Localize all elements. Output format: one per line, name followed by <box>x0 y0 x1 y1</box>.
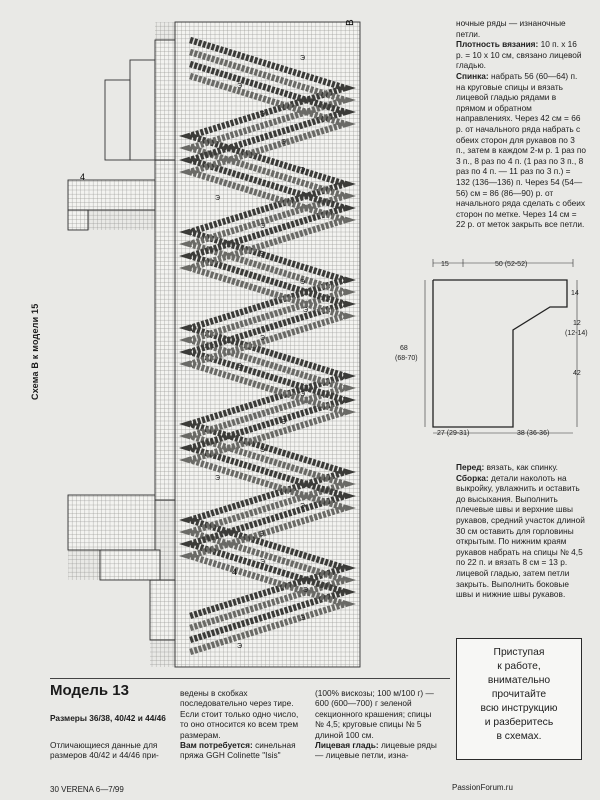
notice-box <box>456 638 582 760</box>
svg-text:Э: Э <box>300 391 306 398</box>
notice-line: внимательно <box>487 675 551 686</box>
pattern-schematic <box>395 255 600 460</box>
notice-line: и разберитесь <box>484 717 554 728</box>
right-column-text <box>456 18 586 230</box>
svg-text:Э: Э <box>281 139 287 146</box>
dim-total-height-alt: (68-70) <box>395 355 418 362</box>
dim-top-width: 50 (52-52) <box>495 261 528 268</box>
stitch-text: лицевые ряды — лицевые петли, изна- <box>315 740 437 761</box>
assembly-text: детали наколоть на выкройку, увлажнить и оставить до высыхания. Выполнить плечевые швы и верхние швы рукавов, средний участок длиной 30 см оставить для горловины открытым. По нижним краям рукавов набрать на спицы № 4,5 по 22 п. и вязать 8 см = 13 р. лицевой гладью, затем петли закрыть. Выполнить боковые швы и нижние швы рукавов. <box>456 472 585 600</box>
col3-text: (100% вискозы; 100 м/100 г) — 600 (600—700) г зеленой секционного крашения; спицы № 4,5; круговые спицы № 5 длиной 100 см. <box>315 688 434 740</box>
page-footer: 30 VERENA 6—7/99 <box>50 785 124 794</box>
model-column-3 <box>315 688 440 761</box>
density-text: 10 п. х 16 р. = 10 х 10 см, связано лицевой гладью. <box>456 39 582 71</box>
svg-text:Э: Э <box>300 279 306 286</box>
svg-text:Э: Э <box>300 503 306 510</box>
svg-text:Э: Э <box>260 335 266 342</box>
notice-line: в схемах. <box>496 731 542 742</box>
chart-number-4-top: 4 <box>80 172 86 182</box>
dim-total-height: 68 <box>400 345 408 352</box>
svg-text:Э: Э <box>237 83 243 90</box>
dim-neck: 15 <box>441 261 449 268</box>
svg-text:Э: Э <box>300 55 306 62</box>
svg-text:Э: Э <box>303 587 309 594</box>
svg-text:Э: Э <box>259 251 265 258</box>
model-column-2 <box>180 688 305 761</box>
dim-sleeve-alt: (12-14) <box>565 330 588 337</box>
notice-line: к работе, <box>497 661 541 672</box>
watermark: PassionForum.ru <box>452 783 513 792</box>
svg-text:Э: Э <box>300 167 306 174</box>
front-text: вязать, как спинку. <box>484 462 558 472</box>
assembly-label: Сборка: <box>456 472 489 483</box>
model-sizes: Размеры 36/38, 40/42 и 44/46 <box>50 713 166 723</box>
model-diff-text: Отличающиеся данные для размеров 40/42 и 44/46 при- <box>50 740 159 761</box>
materials-label: Вам потребуется: <box>180 740 253 751</box>
chart-grid-label: В <box>345 19 356 26</box>
svg-text:Э: Э <box>260 559 266 566</box>
svg-text:Э: Э <box>303 307 309 314</box>
dim-shoulder: 14 <box>571 290 579 297</box>
stitch-label: Лицевая гладь: <box>315 740 379 751</box>
back-text: набрать 56 (60—64) п. на круговые спицы и вязать лицевой гладью рядами в прямом и обратном направлениях. Через 42 см = 66 р. от начального ряда набрать с обеих сторон для рукавов по 3 п., затем в каждом 2-м р. 1 раз по 3 п., 8 раз по 4 п. (1 раз по 3 п., 8 раз по 4 п. — 11 раз по 3 п.) = 132 (136—136) п. Через 54 (54—56) см = 86 (86—90) р. от начального ряда сделать с обеих сторон по метке. Через 14 см = 22 р. от меток закрыть все петли. <box>456 70 587 230</box>
svg-text:Э: Э <box>260 111 266 118</box>
notice-line: всю инструкцию <box>480 703 558 714</box>
chart-number-4-bottom: 4 <box>232 567 238 577</box>
model-title: Модель 13 <box>50 682 129 699</box>
dim-bottom-left: 27 (29-31) <box>437 430 470 437</box>
density-label: Плотность вязания: <box>456 39 539 50</box>
col2-text: ведены в скобках последовательно через тире. Если стоит только одно число, то оно относится ко всем трем размерам. <box>180 688 299 740</box>
svg-text:Э: Э <box>237 363 243 370</box>
notice-line: прочитайте <box>491 689 547 700</box>
svg-text:Э: Э <box>300 615 306 622</box>
back-label: Спинка: <box>456 70 489 81</box>
section-divider <box>50 678 450 679</box>
svg-text:Э: Э <box>281 419 287 426</box>
svg-text:Э: Э <box>215 195 221 202</box>
svg-text:Э: Э <box>237 643 243 650</box>
front-assembly-text <box>456 462 588 600</box>
svg-text:Э: Э <box>215 475 221 482</box>
svg-text:Э: Э <box>259 531 265 538</box>
materials-text: синельная пряжа GGH Colinette "Isis" <box>180 740 296 761</box>
dim-sleeve: 12 <box>573 320 581 327</box>
dim-body-height: 42 <box>573 370 581 377</box>
svg-text:Э: Э <box>260 447 266 454</box>
continued-text: ночные ряды — изнаночные петли. <box>456 18 566 39</box>
front-label: Перед: <box>456 462 485 472</box>
chart-title: Схема В к модели 15 <box>30 303 40 400</box>
svg-text:Э: Э <box>260 223 266 230</box>
dim-bottom-right: 38 (36-36) <box>517 430 550 437</box>
notice-line: Приступая <box>493 647 545 658</box>
